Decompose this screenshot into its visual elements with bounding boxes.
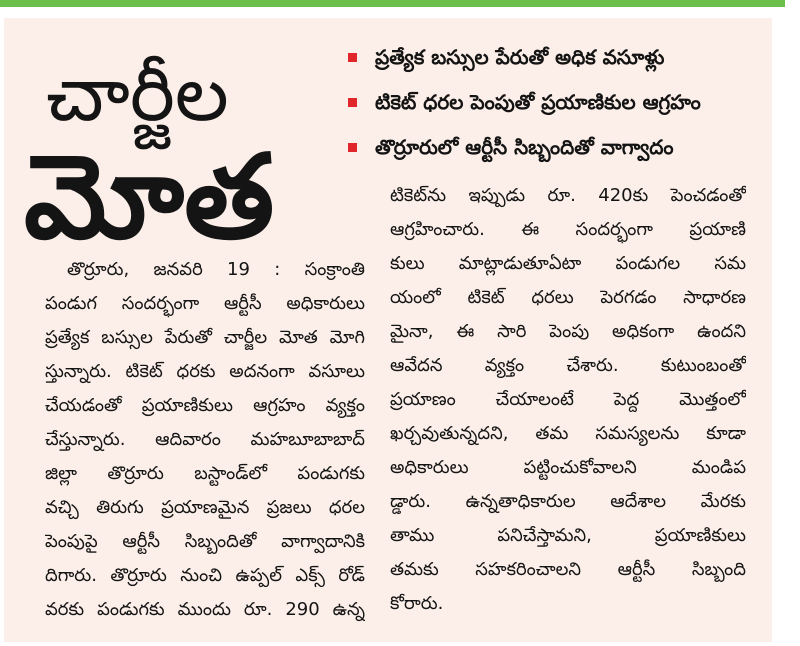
right-column-line: ఆగ్రహించారు. ఈ సందర్భంగా ప్రయాణి — [390, 219, 746, 240]
right-column-line: మైనా, ఈ సారి పెంపు అధికంగా ఉందని — [390, 321, 746, 342]
left-column-line: చేస్తున్నారు. ఆదివారం మహబూబాబాద్ — [45, 429, 365, 450]
left-column-line: ప్రత్యేక బస్సుల పేరుతో చార్జీల మోత మోగి — [45, 327, 365, 348]
left-column-line: పండుగ సందర్భంగా ఆర్టీసీ అధికారులు — [45, 293, 365, 314]
right-column-line: ప్రయాణం చేయాలంటే పెద్ద మొత్తంలో — [390, 389, 746, 410]
square-bullet-icon — [348, 53, 357, 62]
right-column-line: ఖర్చవుతున్నదని, తమ సమస్యలను కూడా — [390, 423, 746, 444]
right-column-line: కోరారు. — [390, 593, 444, 614]
right-column-line: తాము పనిచేస్తామని, ప్రయాణికులు — [390, 525, 746, 546]
right-column-line: యంలో టికెట్ ధరలు పెరగడం సాధారణ — [390, 287, 746, 308]
highlight-text: తొర్రూరులో ఆర్టీసీ సిబ్బందితో వాగ్వాదం — [375, 135, 674, 159]
square-bullet-icon — [348, 98, 357, 107]
right-column-line: డ్డారు. ఉన్నతాధికారుల ఆదేశాల మేరకు — [390, 491, 746, 512]
right-column-line: అధికారులు పట్టించుకోవాలని మండిప — [390, 457, 746, 478]
right-column-line: తమకు సహకరించాలని ఆర్టీసీ సిబ్బంది — [390, 559, 746, 580]
left-column-line: స్తున్నారు. టికెట్ ధరకు అదనంగా వసూలు — [45, 361, 365, 382]
top-accent-bar — [0, 0, 785, 7]
left-column-line: వచ్చి తిరుగు ప్రయాణమైన ప్రజలు ధరల — [45, 497, 365, 518]
highlight-text: ప్రత్యేక బస్సుల పేరుతో అధిక వసూళ్లు — [375, 45, 665, 69]
highlight-item — [340, 80, 765, 125]
highlight-item — [340, 35, 765, 80]
left-column-line: జిల్లా తొర్రూరు బస్టాండ్‌లో పండుగకు — [45, 463, 365, 484]
highlight-text: టికెట్ ధరల పెంపుతో ప్రయాణికుల ఆగ్రహం — [375, 90, 701, 114]
headline-line-2: మోత — [24, 130, 275, 262]
article-right-column — [390, 179, 746, 621]
left-column-line: వరకు పండుగకు ముందు రూ. 290 ఉన్న — [45, 599, 365, 620]
left-column-line: తొర్రూరు, జనవరి 19 : సంక్రాంతి — [67, 259, 365, 280]
headline — [20, 32, 335, 262]
left-column-line: చేయడంతో ప్రయాణికులు ఆగ్రహం వ్యక్తం — [45, 395, 365, 416]
highlight-item — [340, 125, 765, 170]
news-clipping — [4, 18, 772, 642]
left-column-line: దిగారు. తొర్రూరు నుంచి ఉప్పల్ ఎక్స్ రోడ్ — [45, 565, 365, 586]
right-column-line: ఆవేదన వ్యక్తం చేశారు. కుటుంబంతో — [390, 355, 746, 376]
left-column-line: పెంపుపై ఆర్టీసీ సిబ్బందితో వాగ్వాదానికి — [45, 531, 365, 552]
right-column-line: కులు మాట్లాడుతూఏటా పండుగల సమ — [390, 253, 746, 274]
right-column-line: టికెట్‌ను ఇప్పుడు రూ. 420కు పెంచడంతో — [390, 185, 746, 206]
square-bullet-icon — [348, 143, 357, 152]
headline-line-1: చార్జీల — [46, 49, 229, 138]
highlights-list — [340, 35, 765, 170]
article-left-column — [45, 253, 365, 627]
